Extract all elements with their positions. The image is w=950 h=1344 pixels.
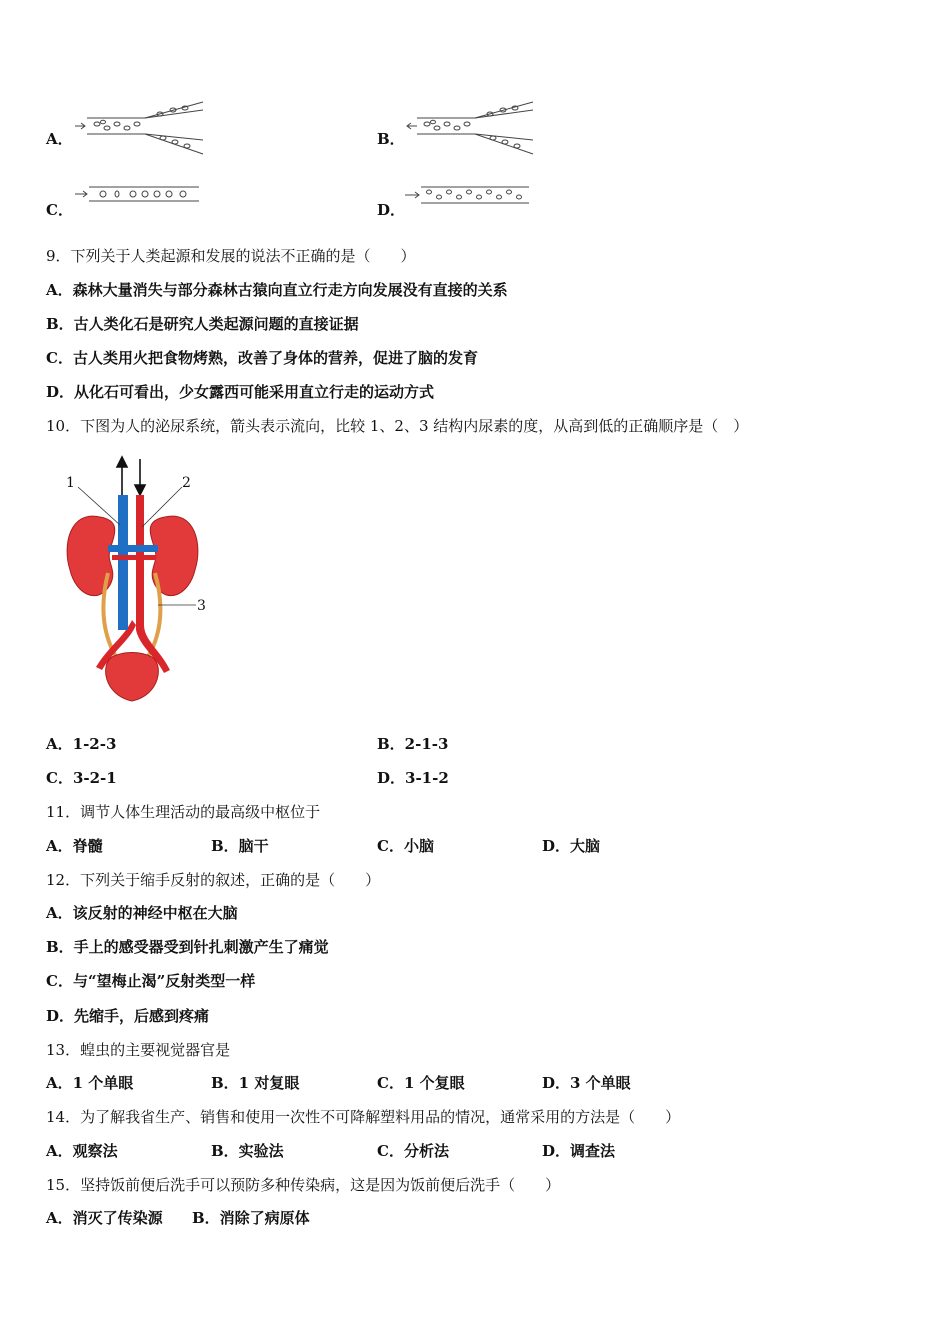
q9-stem: 9．下列关于人类起源和发展的说法不正确的是（ ） xyxy=(46,247,416,265)
q12-option-c: C．与“望梅止渴”反射类型一样 xyxy=(46,972,256,990)
q8-option-a-diagram xyxy=(75,100,210,158)
q14-option-c: C．分析法 xyxy=(377,1142,449,1160)
q10-option-a: A．1-2-3 xyxy=(46,735,117,753)
q8-option-b-letter: B． xyxy=(377,130,405,148)
q11-stem: 11．调节人体生理活动的最高级中枢位于 xyxy=(46,803,321,821)
q11-option-b: B．脑干 xyxy=(211,837,269,855)
q13-stem: 13．蝗虫的主要视觉器官是 xyxy=(46,1041,231,1059)
renal-vein xyxy=(108,545,158,552)
bladder xyxy=(106,653,159,702)
q13-option-a: A．1 个单眼 xyxy=(46,1074,134,1092)
q12-option-a: A．该反射的神经中枢在大脑 xyxy=(46,904,238,922)
q11-option-d: D．大脑 xyxy=(542,837,601,855)
q14-option-d: D．调查法 xyxy=(542,1142,616,1160)
q11-option-c: C．小脑 xyxy=(377,837,434,855)
figure-label-2: 2 xyxy=(182,475,191,491)
q8-option-d-diagram xyxy=(405,184,533,208)
q15-stem: 15．坚持饭前便后洗手可以预防多种传染病，这是因为饭前便后洗手（ ） xyxy=(46,1176,561,1194)
q12-option-b: B．手上的感受器受到针扎刺激产生了痛觉 xyxy=(46,938,329,956)
q13-option-c: C．1 个复眼 xyxy=(377,1074,465,1092)
q10-option-b: B．2-1-3 xyxy=(377,735,449,753)
q8-option-c-letter: C． xyxy=(46,201,73,219)
q12-option-d: D．先缩手，后感到疼痛 xyxy=(46,1007,210,1025)
q9-option-a: A．森林大量消失与部分森林古猿向直立行走方向发展没有直接的关系 xyxy=(46,281,508,299)
q13-option-b: B．1 对复眼 xyxy=(211,1074,300,1092)
q10-option-c: C．3-2-1 xyxy=(46,769,117,787)
q14-option-b: B．实验法 xyxy=(211,1142,284,1160)
q8-option-a-letter: A． xyxy=(46,130,73,148)
q14-stem: 14．为了解我省生产、销售和使用一次性不可降解塑料用品的情况，通常采用的方法是（ ） xyxy=(46,1108,681,1126)
q9-option-d: D．从化石可看出，少女露西可能采用直立行走的运动方式 xyxy=(46,383,435,401)
q15-option-a: A．消灭了传染源 xyxy=(46,1209,163,1227)
renal-artery xyxy=(112,555,156,560)
q10-option-d: D．3-1-2 xyxy=(377,769,449,787)
q9-option-b: B．古人类化石是研究人类起源问题的直接证据 xyxy=(46,315,359,333)
figure-label-3: 3 xyxy=(197,598,206,614)
vena-cava xyxy=(118,495,128,630)
flow-arrows xyxy=(117,457,145,495)
q12-stem: 12．下列关于缩手反射的叙述，正确的是（ ） xyxy=(46,871,381,889)
q14-option-a: A．观察法 xyxy=(46,1142,118,1160)
q8-option-c-diagram xyxy=(75,184,203,204)
q10-stem: 10．下图为人的泌尿系统，箭头表示流向，比较 1、2、3 结构内尿素的度，从高到低的正确顺序是（ ） xyxy=(46,417,749,435)
q15-option-b: B．消除了病原体 xyxy=(192,1209,310,1227)
q13-option-d: D．3 个单眼 xyxy=(542,1074,631,1092)
q8-option-d-letter: D． xyxy=(377,201,406,219)
q9-option-c: C．古人类用火把食物烤熟，改善了身体的营养，促进了脑的发育 xyxy=(46,349,478,367)
figure-label-1: 1 xyxy=(66,475,75,491)
q11-option-a: A．脊髓 xyxy=(46,837,103,855)
urinary-system-figure xyxy=(60,455,220,710)
q8-option-b-diagram xyxy=(405,100,540,158)
